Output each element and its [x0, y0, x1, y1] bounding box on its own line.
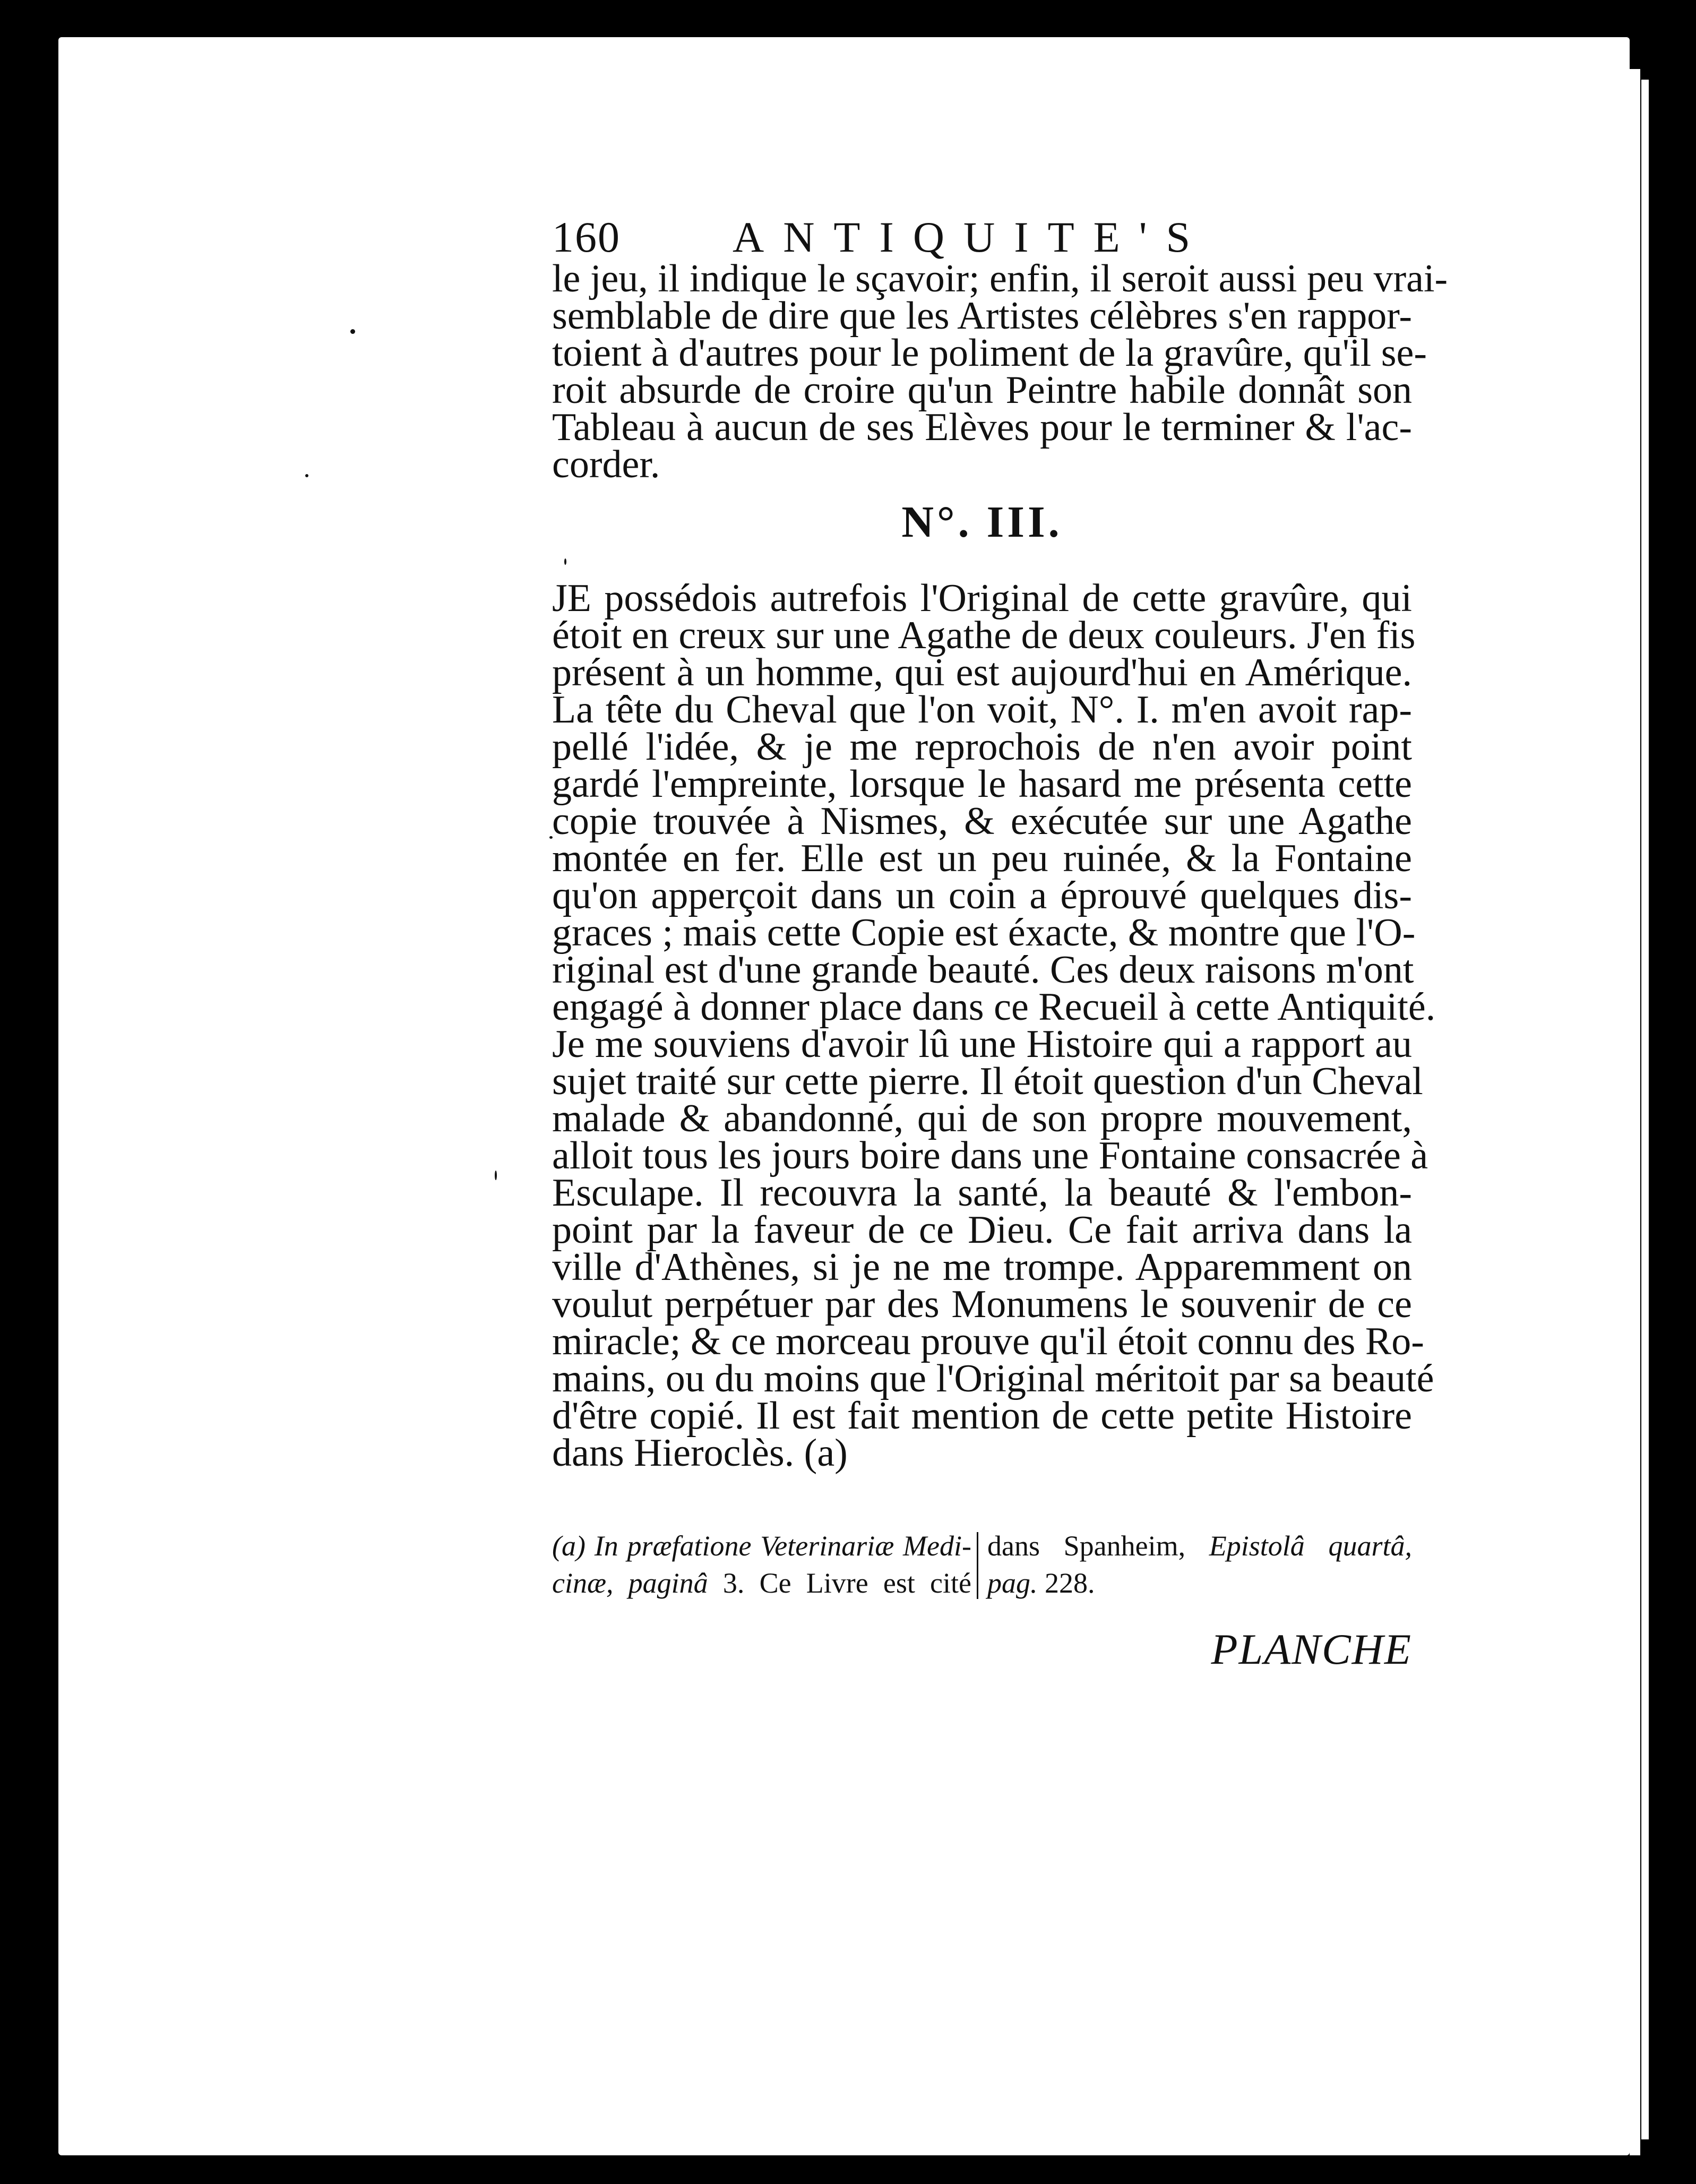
text-line: semblable de dire que les Artistes célèbres s'en rappor- [552, 294, 1412, 338]
text-line: mains, ou du moins que l'Original méritoit par sa beauté [552, 1357, 1434, 1400]
text-line: malade & abandonné, qui de son propre mouvement, [552, 1097, 1412, 1140]
text-line: qu'on apperçoit dans un coin a éprouvé quelques dis- [552, 874, 1412, 917]
text-line: sujet traité sur cette pierre. Il étoit question d'un Cheval [552, 1060, 1423, 1103]
text-line: point par la faveur de ce Dieu. Ce fait arriva dans la [552, 1208, 1412, 1252]
footnote-fragment: pag. [987, 1567, 1038, 1599]
text-line: miracle; & ce morceau prouve qu'il étoit connu des Ro- [552, 1320, 1424, 1363]
text-line: toient à d'autres pour le poliment de la gravûre, qu'il se- [552, 331, 1427, 375]
text-line: d'être copié. Il est fait mention de cette petite Histoire [552, 1394, 1412, 1438]
page-edge [1630, 69, 1640, 2155]
page-edge-strip [1641, 80, 1649, 2139]
ink-speck [495, 1171, 497, 1180]
text-line: graces ; mais cette Copie est éxacte, & montre que l'O- [552, 911, 1416, 955]
text-line: montée en fer. Elle est un peu ruinée, & la Fontaine [552, 837, 1412, 880]
page-header [552, 186, 1210, 265]
text-line: La tête du Cheval que l'on voit, N°. I. m'en avoit rap- [552, 688, 1412, 732]
footnote-fragment: cinæ, paginâ [552, 1567, 708, 1599]
footnote-line [987, 1529, 1412, 1566]
text-line: JE possédois autrefois l'Original de cette gravûre, qui [552, 577, 1412, 620]
text-line: présent à un homme, qui est aujourd'hui en Amérique. [552, 651, 1412, 694]
footnote-divider [977, 1532, 978, 1599]
text-line: roit absurde de croire qu'un Peintre habile donnât son [552, 368, 1412, 412]
text-line: gardé l'empreinte, lorsque le hasard me présenta cette [552, 762, 1412, 806]
footnote-fragment: Epistolâ quartâ, [1209, 1530, 1412, 1562]
text-line: Tableau à aucun de ses Elèves pour le terminer & l'ac- [552, 406, 1412, 449]
body-paragraph [552, 257, 1448, 486]
text-line: dans Hieroclès. (a) [552, 1431, 848, 1475]
text-line: pellé l'idée, & je me reprochois de n'en avoir point [552, 725, 1412, 769]
section-title: N°. III. [901, 497, 1063, 547]
running-head: ANTIQUITE'S [733, 213, 1210, 261]
text-line: copie trouvée à Nismes, & exécutée sur une Agathe [552, 799, 1412, 843]
text-line: corder. [552, 443, 660, 486]
text-line: Esculape. Il recouvra la santé, la beauté & l'embon- [552, 1171, 1412, 1215]
catchword: PLANCHE [1211, 1625, 1412, 1673]
text-line: voulut perpétuer par des Monumens le souvenir de ce [552, 1283, 1412, 1326]
footnote-right-column [987, 1529, 1412, 1603]
text-line: alloit tous les jours boire dans une Fontaine consacrée à [552, 1134, 1428, 1177]
text-line: Je me souviens d'avoir lû une Histoire qui a rapport au [552, 1022, 1412, 1066]
footnote-line [552, 1566, 971, 1603]
text-line: riginal est d'une grande beauté. Ces deux raisons m'ont [552, 948, 1414, 992]
footnote-fragment: 228. [1045, 1567, 1095, 1599]
ink-speck [305, 474, 308, 477]
text-line: le jeu, il indique le sçavoir; enfin, il seroit aussi peu vrai- [552, 257, 1448, 300]
page-number: 160 [552, 213, 621, 261]
footnote-line [987, 1566, 1412, 1603]
footnote-left-column [552, 1529, 971, 1603]
ink-speck [350, 329, 355, 334]
text-line: étoit en creux sur une Agathe de deux couleurs. J'en fis [552, 614, 1416, 657]
text-line: ville d'Athènes, si je ne me trompe. Apparemment on [552, 1245, 1412, 1289]
section-paragraph [552, 577, 1436, 1475]
footnote-fragment: 3. Ce Livre est cité [722, 1567, 972, 1599]
footnote-line: (a) In præfatione Veterinariæ Medi- [552, 1530, 971, 1562]
ink-speck [564, 558, 566, 565]
footnote-fragment: dans Spanheim, [987, 1530, 1186, 1562]
text-line: engagé à donner place dans ce Recueil à cette Antiquité. [552, 985, 1436, 1029]
